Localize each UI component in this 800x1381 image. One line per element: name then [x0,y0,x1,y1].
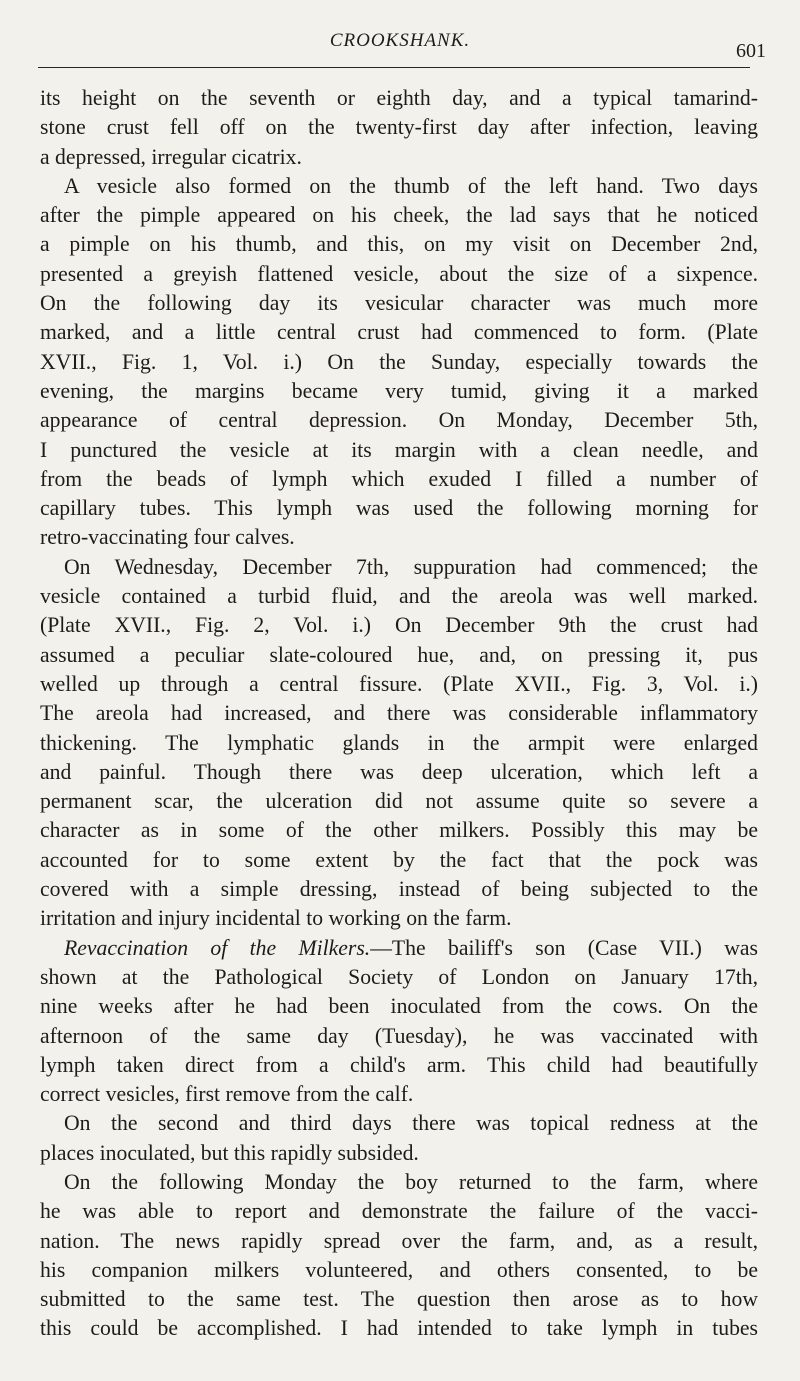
text-line: A vesicle also formed on the thumb of the left hand. Two days [64,173,758,198]
text-line: appearance of central depression. On Monday, December 5th, [40,408,758,433]
text-line: irritation and injury incidental to working on the farm. [40,906,512,931]
text-line: retro-vaccinating four calves. [40,525,295,550]
text-line: shown at the Pathological Society of London on January 17th, [40,964,758,989]
text-line: I punctured the vesicle at its margin with a clean needle, and [40,437,758,462]
running-title: CROOKSHANK. [329,30,471,51]
text-line: from the beads of lymph which exuded I filled a number of [40,466,758,491]
text-line: stone crust fell off on the twenty-first day after infection, leaving [40,115,758,140]
text-line: character as in some of the other milkers. Possibly this may be [40,818,758,843]
text-line: On the second and third days there was topical redness at the [64,1111,758,1136]
text-line: XVII., Fig. 1, Vol. i.) On the Sunday, especially towards the [40,349,758,374]
italic-heading: Revaccination of the Milkers. [64,935,371,960]
text-line: marked, and a little central crust had commenced to form. (Plate [40,320,758,345]
text-line: vesicle contained a turbid fluid, and the areola was well marked. [40,584,758,609]
text-line: and painful. Though there was deep ulceration, which left a [40,759,758,784]
text-line: On the following Monday the boy returned to the farm, where [64,1169,758,1194]
text-line [40,934,758,963]
text-line: The areola had increased, and there was considerable inflammatory [40,701,758,726]
text-line: (Plate XVII., Fig. 2, Vol. i.) On December 9th the crust had [40,613,758,638]
text-line: lymph taken direct from a child's arm. This child had beautifully [40,1052,758,1077]
text-line: its height on the seventh or eighth day, and a typical tamarind- [40,86,758,110]
text-line: capillary tubes. This lymph was used the following morning for [40,496,758,521]
text-line: assumed a peculiar slate-coloured hue, and, on pressing it, pus [40,642,758,667]
page-number: 601 [736,40,766,62]
text-line: nine weeks after he had been inoculated from the cows. On the [40,994,758,1019]
text-line: places inoculated, but this rapidly subsided. [40,1140,419,1165]
header-rule [38,67,750,68]
text-line: On the following day its vesicular character was much more [40,291,758,316]
text-line: this could be accomplished. I had intended to take lymph in tubes [40,1316,758,1341]
line-text: —The bailiff's son (Case VII.) was [370,935,758,960]
text-line: evening, the margins became very tumid, giving it a marked [40,378,758,403]
text-line: submitted to the same test. The question then arose as to how [40,1287,758,1312]
text-line: thickening. The lymphatic glands in the armpit were enlarged [40,730,758,755]
text-line: correct vesicles, first remove from the calf. [40,1082,414,1107]
text-line: he was able to report and demonstrate the failure of the vacci- [40,1199,758,1224]
text-line: accounted for to some extent by the fact that the pock was [40,847,758,872]
text-line: presented a greyish flattened vesicle, about the size of a sixpence. [40,261,758,286]
text-line: a pimple on his thumb, and this, on my visit on December 2nd, [40,232,758,257]
text-line: his companion milkers volunteered, and others consented, to be [40,1257,758,1282]
text-line: covered with a simple dressing, instead of being subjected to the [40,877,758,902]
text-line: a depressed, irregular cicatrix. [40,144,302,169]
text-line: after the pimple appeared on his cheek, the lad says that he noticed [40,203,758,228]
text-line: nation. The news rapidly spread over the farm, and, as a result, [40,1228,758,1253]
text-line: afternoon of the same day (Tuesday), he was vaccinated with [40,1023,758,1048]
body-text [40,84,758,1344]
text-line: welled up through a central fissure. (Plate XVII., Fig. 3, Vol. i.) [40,671,758,696]
text-line: permanent scar, the ulceration did not assume quite so severe a [40,789,758,814]
text-line: On Wednesday, December 7th, suppuration had commenced; the [64,554,758,579]
running-head [0,30,800,60]
